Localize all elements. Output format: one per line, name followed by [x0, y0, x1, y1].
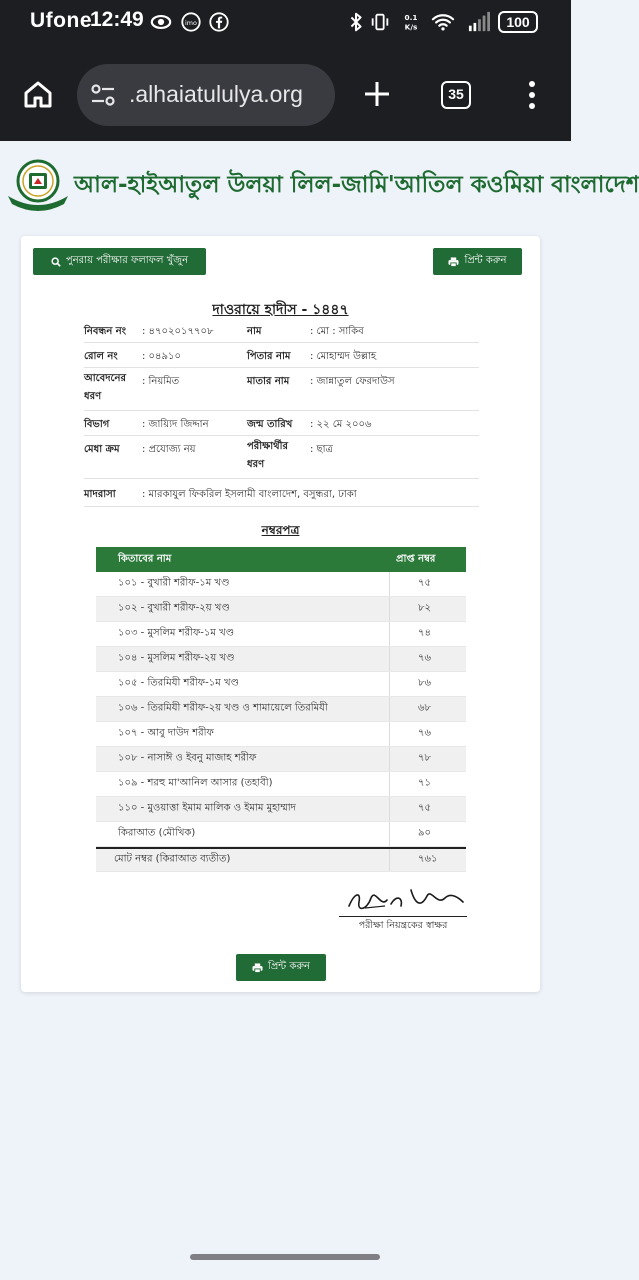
printer-icon: [252, 963, 263, 973]
url-text[interactable]: .alhaiatululya.org: [129, 81, 303, 107]
total-row: [96, 847, 466, 872]
table-row: [96, 797, 466, 822]
result-card: [21, 236, 540, 992]
table-row: [96, 672, 466, 697]
carrier-name: Ufone: [30, 9, 92, 32]
book-mark: ৭৬: [418, 652, 432, 664]
reg-label: নিবন্ধন নং: [84, 326, 127, 337]
marks-title: নম্বরপত্র: [261, 523, 300, 537]
table-row: [96, 747, 466, 772]
book-name: ১০১ - বুখারী শরীফ-১ম খণ্ড: [118, 577, 230, 589]
application-type-value: : নিয়মিত: [142, 376, 180, 387]
book-name: ১০৮ - নাসাঈ ও ইবনু মাজাহ শরীফ: [118, 752, 257, 764]
total-value: ৭৬১: [418, 853, 438, 865]
student-info: [84, 318, 479, 507]
gesture-nav-bar[interactable]: [190, 1254, 380, 1260]
svg-text:K/s: K/s: [404, 22, 418, 32]
controller-signature: [341, 884, 469, 916]
table-header: [96, 547, 466, 572]
signature-line: [339, 916, 467, 917]
tab-switcher-button[interactable]: 35: [441, 81, 471, 109]
bluetooth-icon: [345, 11, 367, 33]
book-name: ১০৩ - মুসলিম শরীফ-১ম খণ্ড: [118, 627, 235, 639]
madrasa-value: : মারকাযুল ফিকরিল ইসলামী বাংলাদেশ, বসুন্ধরা, ঢাকা: [142, 489, 357, 500]
book-name: ১০২ - বুখারী শরীফ-২য় খণ্ড: [118, 602, 230, 614]
print-button-top[interactable]: [433, 248, 522, 275]
application-type-label: আবেদনের ধরণ: [84, 373, 126, 402]
facebook-icon: [208, 11, 230, 33]
site-title[interactable]: আল-হাইআতুল উলয়া লিল-জামি'আতিল কওমিয়া বাংলাদেশ: [74, 172, 639, 198]
print-button-bottom[interactable]: [236, 954, 326, 981]
examinee-type-value: : ছাত্র: [310, 444, 333, 455]
eye-icon: [150, 11, 172, 33]
exam-title: দাওরায়ে হাদীস - ১৪৪৭: [212, 302, 349, 318]
reg-value: : ৪৭০২০১৭৭০৮: [142, 326, 214, 337]
status-bar: [0, 0, 571, 46]
info-row: [84, 436, 479, 479]
book-mark: ৮২: [418, 602, 431, 614]
merit-label: মেধা ক্রম: [84, 444, 120, 455]
more-menu-icon[interactable]: [524, 80, 540, 110]
imo-icon: [180, 11, 202, 33]
name-value: : মো : সাকিব: [310, 326, 364, 337]
mother-label: মাতার নাম: [247, 376, 290, 387]
search-again-button[interactable]: [33, 248, 206, 275]
madrasa-label: মাদরাসা: [84, 489, 116, 500]
merit-value: : প্রযোজ্য নয়: [142, 444, 196, 455]
book-name: কিরাআত (মৌখিক): [118, 827, 196, 839]
svg-text:0.1: 0.1: [404, 13, 418, 23]
table-row: [96, 647, 466, 672]
book-mark: ৭৪: [418, 627, 431, 639]
new-tab-icon[interactable]: [362, 79, 392, 109]
book-mark: ৭৬: [418, 727, 432, 739]
browser-chrome: [0, 0, 571, 141]
book-mark: ৭১: [418, 777, 431, 789]
table-row: [96, 722, 466, 747]
mother-value: : জান্নাতুল ফেরদাউস: [310, 376, 395, 387]
table-row: [96, 822, 466, 847]
print-label: প্রিন্ট করুন: [267, 961, 310, 972]
book-name: ১০৫ - তিরমিযী শরীফ-১ম খণ্ড: [118, 677, 239, 689]
table-row: [96, 572, 466, 597]
book-name: ১০৬ - তিরমিযী শরীফ-২য় খণ্ড ও শামায়েলে তিরমিযী: [118, 702, 328, 714]
printer-icon: [448, 257, 459, 267]
header-marks: প্রাপ্ত নম্বর: [396, 553, 436, 564]
father-label: পিতার নাম: [247, 351, 291, 362]
department-label: বিভাগ: [84, 419, 110, 430]
book-mark: ৭৫: [418, 802, 431, 814]
roll-label: রোল নং: [84, 351, 118, 362]
dob-label: জন্ম তারিখ: [247, 419, 293, 430]
header-book-name: কিতাবের নাম: [118, 553, 172, 564]
print-label: প্রিন্ট করুন: [464, 255, 507, 266]
search-again-label: পুনরায় পরীক্ষার ফলাফল খুঁজুন: [65, 255, 189, 266]
search-icon: [51, 257, 61, 267]
examinee-type-label: পরীক্ষার্থীর ধরণ: [247, 441, 288, 470]
department-value: : জায়্যিদ জিদ্দান: [142, 419, 209, 430]
home-icon[interactable]: [22, 78, 54, 110]
table-row: [96, 772, 466, 797]
battery-indicator: 100: [498, 11, 538, 33]
signature-label: পরীক্ষা নিয়ন্ত্রকের স্বাক্ষর: [358, 920, 448, 931]
table-row: [96, 697, 466, 722]
father-value: : মোহাম্মদ উল্লাহ: [310, 351, 377, 362]
book-name: ১০৪ - মুসলিম শরীফ-২য় খণ্ড: [118, 652, 235, 664]
site-settings-icon[interactable]: [89, 82, 117, 108]
wifi-icon: [430, 11, 456, 33]
book-mark: ৭৮: [418, 752, 431, 764]
info-row: [84, 368, 479, 411]
info-row: [84, 411, 479, 436]
book-name: ১১০ - মুওয়াত্তা ইমাম মালিক ও ইমাম মুহাম্মাদ: [118, 802, 296, 814]
book-mark: ৯০: [418, 827, 431, 839]
book-mark: ৮৬: [418, 677, 431, 689]
address-bar[interactable]: [77, 64, 335, 126]
site-logo[interactable]: [4, 156, 72, 211]
book-mark: ৭৫: [418, 577, 431, 589]
info-row: [84, 318, 479, 343]
book-mark: ৬৮: [418, 702, 431, 714]
book-name: ১০৭ - আবু দাউদ শরীফ: [118, 727, 214, 739]
table-row: [96, 597, 466, 622]
info-row: [84, 343, 479, 368]
roll-value: : ০৪৯১০: [142, 351, 182, 362]
dob-value: : ২২ মে ২০০৬: [310, 419, 372, 430]
book-name: ১০৯ - শরহু মা'আনিল আসার (তহাবী): [118, 777, 273, 789]
total-label: মোট নম্বর (কিরাআত ব্যতীত): [114, 853, 231, 865]
vibrate-icon: [369, 11, 391, 33]
clock: 12:49: [90, 8, 144, 31]
table-row: [96, 622, 466, 647]
info-row: [84, 479, 479, 507]
svg-text:imo: imo: [185, 18, 197, 27]
data-speed-icon: [400, 11, 422, 33]
marks-table: [96, 547, 466, 872]
signal-icon: [466, 11, 492, 33]
name-label: নাম: [247, 326, 262, 337]
